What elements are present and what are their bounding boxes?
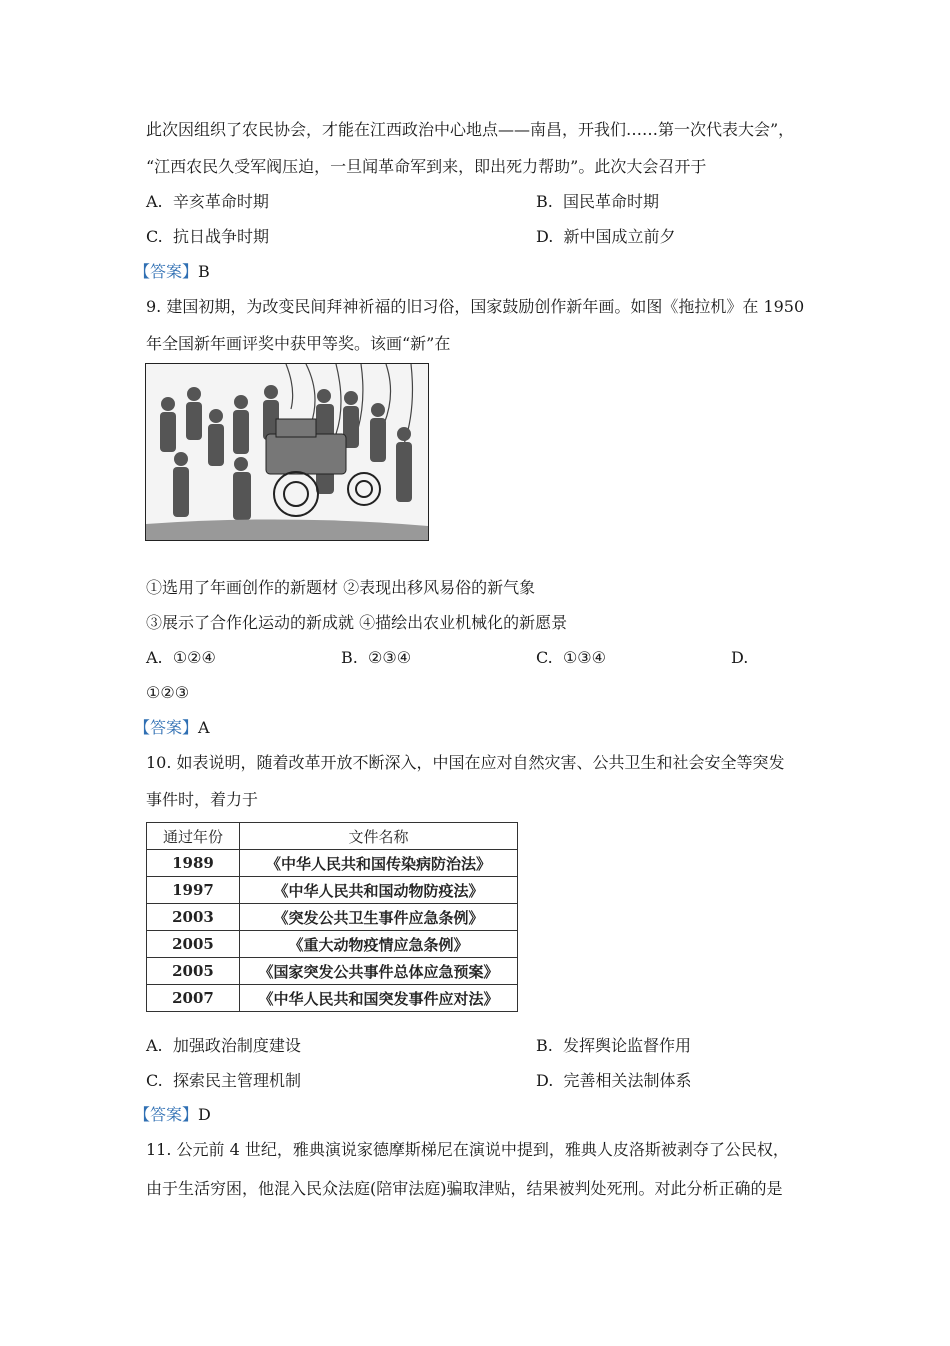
q8-option-b [536,191,659,213]
q10-option-c [146,1070,301,1092]
answer-label: 【答案】 [134,262,199,281]
answer-value: A [198,718,210,737]
option-label: A. [146,192,163,211]
option-text: 国民革命时期 [563,192,660,211]
option-label: B. [536,1036,553,1055]
q9-statement-1-2: ①选用了年画创作的新题材 ②表现出移风易俗的新气象 [146,578,536,597]
q9-option-a [146,647,216,669]
q8-option-a [146,191,269,213]
q8-text-line-1: 此次因组织了农民协会，才能在江西政治中心地点——南昌，开我们……第一次代表大会”， [146,120,795,139]
option-text: 辛亥革命时期 [172,192,269,211]
illustration-drawing [146,364,428,540]
q9-text-line-1: 9. 建国初期，为改变民间拜神祈福的旧习俗，国家鼓励创作新年画。如图《拖拉机》在 1950 [146,297,805,316]
q11-text-line-2: 由于生活穷困，他混入民众法庭(陪审法庭)骗取津贴，结果被判处死刑。对此分析正确的是 [146,1179,783,1198]
table-cell-year: 2005 [147,958,240,985]
option-text: 探索民主管理机制 [172,1071,301,1090]
option-label: B. [536,192,553,211]
option-text: ①②④ [172,648,216,667]
table-row [147,958,518,985]
table-cell-document: 《中华人民共和国突发事件应对法》 [240,985,518,1012]
answer-value: D [198,1105,211,1124]
table-cell-document: 《中华人民共和国传染病防治法》 [240,850,518,877]
answer-label: 【答案】 [134,718,199,737]
q9-answer [134,717,210,739]
table-header-document: 文件名称 [240,823,518,850]
q10-option-d [536,1070,692,1092]
answer-value: B [198,262,210,281]
option-text: 发挥舆论监督作用 [563,1036,692,1055]
table-cell-year: 2003 [147,904,240,931]
option-text: 完善相关法制体系 [563,1071,692,1090]
option-label: C. [146,1071,163,1090]
table-cell-year: 1997 [147,877,240,904]
q8-option-d [536,226,676,248]
table-row [147,931,518,958]
q10-answer [134,1104,211,1126]
q10-option-a [146,1035,301,1057]
q9-option-b [341,647,411,669]
table-row [147,850,518,877]
option-label: D. [536,1071,554,1090]
q8-option-c [146,226,269,248]
q9-option-d-text: ①②③ [146,683,190,702]
q8-answer [134,261,210,283]
table-cell-document: 《国家突发公共事件总体应急预案》 [240,958,518,985]
option-label: D. [536,227,554,246]
table-cell-year: 1989 [147,850,240,877]
table-header-year: 通过年份 [147,823,240,850]
option-label: C. [146,227,163,246]
q9-text-line-2: 年全国新年画评奖中获甲等奖。该画“新”在 [146,334,451,353]
option-text: ②③④ [368,648,412,667]
option-label: B. [341,648,358,667]
table-row [147,904,518,931]
option-text: ①③④ [562,648,606,667]
q8-text-line-2: “江西农民久受军阀压迫，一旦闻革命军到来，即出死力帮助”。此次大会召开于 [146,157,707,176]
table-cell-document: 《中华人民共和国动物防疫法》 [240,877,518,904]
option-text: 抗日战争时期 [172,227,269,246]
q10-text-line-1: 10. 如表说明，随着改革开放不断深入，中国在应对自然灾害、公共卫生和社会安全等突发 [146,753,785,772]
table-cell-document: 《重大动物疫情应急条例》 [240,931,518,958]
table-header-row [147,823,518,850]
option-label: C. [536,648,553,667]
q9-option-c [536,647,606,669]
answer-label: 【答案】 [134,1105,199,1124]
option-text: 加强政治制度建设 [172,1036,301,1055]
table-cell-document: 《突发公共卫生事件应急条例》 [240,904,518,931]
table-row [147,985,518,1012]
laws-table [146,822,518,1012]
tractor-woodcut-illustration [145,363,429,541]
option-label: A. [146,1036,163,1055]
table-cell-year: 2007 [147,985,240,1012]
option-text: 新中国成立前夕 [563,227,676,246]
q10-text-line-2: 事件时，着力于 [146,790,259,809]
q9-option-d-label: D. [731,648,749,667]
q10-option-b [536,1035,691,1057]
option-label: A. [146,648,163,667]
q9-statement-3-4: ③展示了合作化运动的新成就 ④描绘出农业机械化的新愿景 [146,613,568,632]
q11-text-line-1: 11. 公元前 4 世纪，雅典演说家德摩斯梯尼在演说中提到，雅典人皮洛斯被剥夺了公民权， [146,1140,789,1159]
table-cell-year: 2005 [147,931,240,958]
table-row [147,877,518,904]
